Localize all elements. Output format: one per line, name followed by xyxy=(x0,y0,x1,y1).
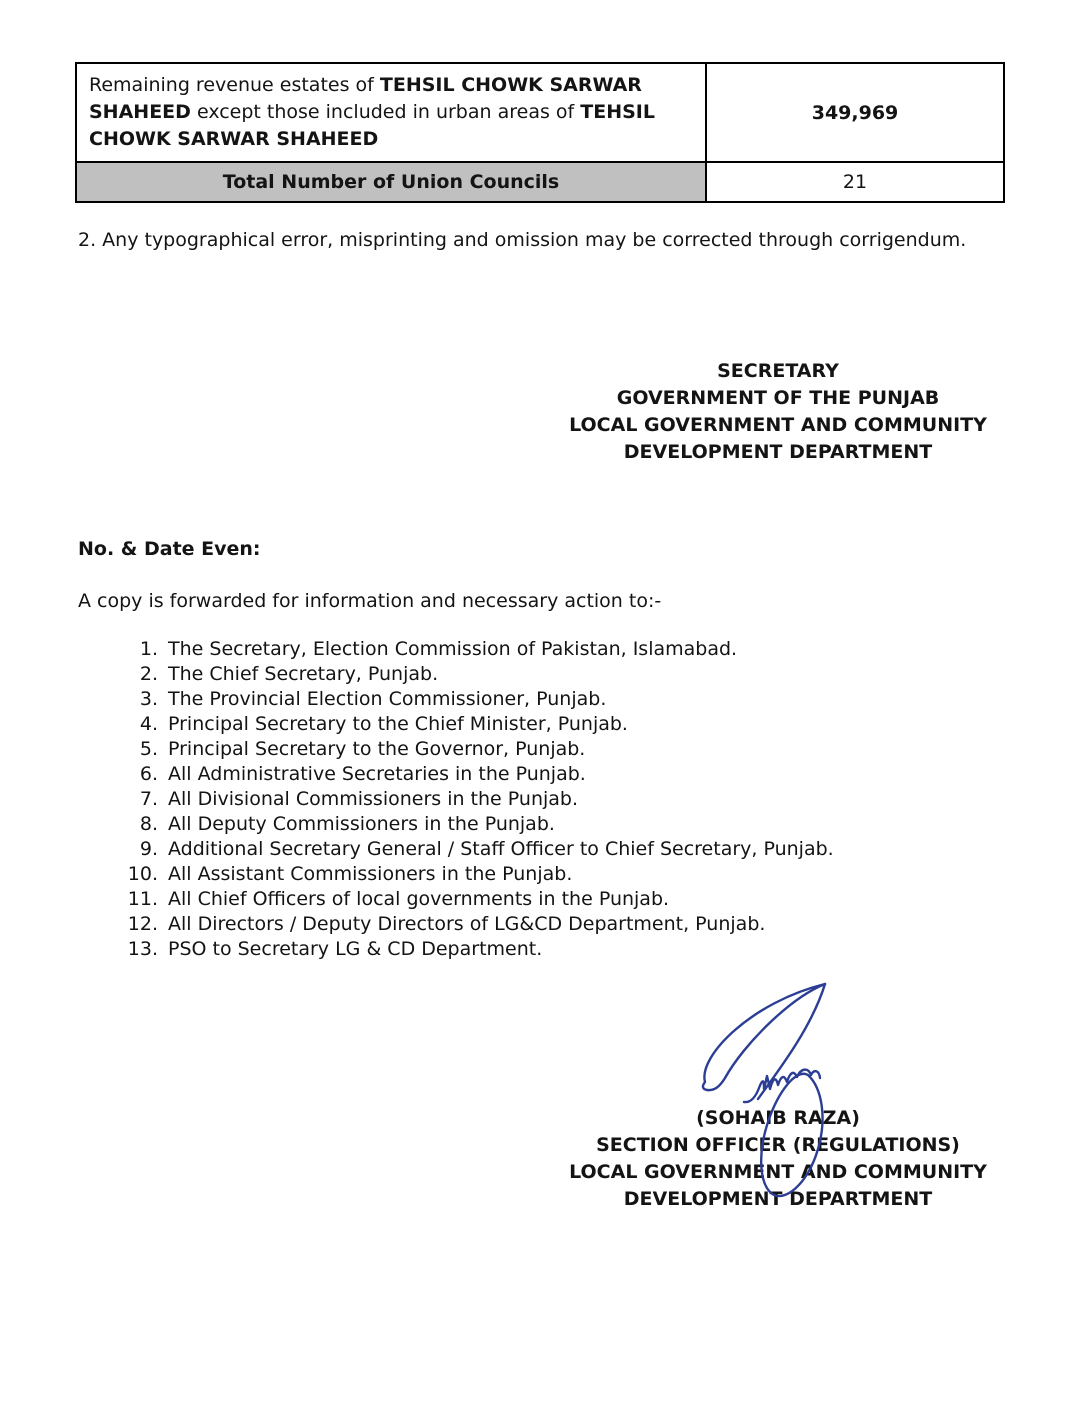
list-item-text: All Divisional Commissioners in the Punjab. xyxy=(168,788,579,810)
list-item xyxy=(78,637,978,662)
list-item-number: 12. xyxy=(127,913,158,935)
list-item xyxy=(78,737,978,762)
reference-number-label: No. & Date Even: xyxy=(78,538,261,560)
signatory-block xyxy=(556,1105,1000,1213)
list-item-text: The Provincial Election Commissioner, Punjab. xyxy=(168,688,607,710)
list-item-number: 1. xyxy=(139,638,158,660)
list-item-text: The Secretary, Election Commission of Pakistan, Islamabad. xyxy=(168,638,738,660)
recipients-list xyxy=(78,637,978,962)
list-item-number: 4. xyxy=(139,713,158,735)
list-item xyxy=(78,787,978,812)
list-item-text: All Chief Officers of local governments in the Punjab. xyxy=(168,888,670,910)
total-union-councils-value-cell: 21 xyxy=(706,162,1004,202)
list-item-number: 13. xyxy=(127,938,158,960)
table-row xyxy=(76,63,1004,162)
issuer-line-government: GOVERNMENT OF THE PUNJAB xyxy=(616,387,940,409)
issuer-line-department-2: DEVELOPMENT DEPARTMENT xyxy=(623,441,933,463)
issuer-line-department-1: LOCAL GOVERNMENT AND COMMUNITY xyxy=(569,414,987,436)
list-item xyxy=(78,687,978,712)
list-item xyxy=(78,812,978,837)
total-union-councils-label-cell: Total Number of Union Councils xyxy=(76,162,706,202)
estates-description-cell: Remaining revenue estates of TEHSIL CHOWK SARWAR SHAHEED except those included in urban areas of TEHSIL CHOWK SARWAR SHAHEED xyxy=(76,63,706,162)
list-item-number: 5. xyxy=(139,738,158,760)
list-item-text: All Administrative Secretaries in the Punjab. xyxy=(168,763,586,785)
list-item xyxy=(78,912,978,937)
list-item-text: Principal Secretary to the Chief Minister, Punjab. xyxy=(168,713,628,735)
list-item-number: 3. xyxy=(139,688,158,710)
list-item-number: 6. xyxy=(139,763,158,785)
union-council-summary-table xyxy=(75,62,1005,203)
signatory-department-2: DEVELOPMENT DEPARTMENT xyxy=(623,1188,933,1210)
list-item-text: All Assistant Commissioners in the Punjab. xyxy=(168,863,573,885)
list-item xyxy=(78,712,978,737)
list-item xyxy=(78,862,978,887)
list-item-number: 7. xyxy=(139,788,158,810)
signatory-name: (SOHAIB RAZA) xyxy=(696,1107,860,1129)
list-item-number: 9. xyxy=(139,838,158,860)
estates-value-cell: 349,969 xyxy=(706,63,1004,162)
signatory-title: SECTION OFFICER (REGULATIONS) xyxy=(596,1134,960,1156)
signatory-department-1: LOCAL GOVERNMENT AND COMMUNITY xyxy=(569,1161,987,1183)
corrigendum-note: 2. Any typographical error, misprinting and omission may be corrected through corrigendum. xyxy=(78,229,967,251)
list-item-number: 8. xyxy=(139,813,158,835)
forwarding-statement: A copy is forwarded for information and necessary action to:- xyxy=(78,590,662,612)
table-row xyxy=(76,162,1004,202)
list-item xyxy=(78,662,978,687)
list-item xyxy=(78,762,978,787)
list-item-text: The Chief Secretary, Punjab. xyxy=(168,663,439,685)
list-item-text: PSO to Secretary LG & CD Department. xyxy=(168,938,543,960)
list-item-number: 11. xyxy=(127,888,158,910)
list-item xyxy=(78,887,978,912)
list-item-text: All Directors / Deputy Directors of LG&CD Department, Punjab. xyxy=(168,913,766,935)
issuer-block xyxy=(556,358,1000,466)
list-item-text: Principal Secretary to the Governor, Punjab. xyxy=(168,738,586,760)
list-item xyxy=(78,837,978,862)
list-item-number: 2. xyxy=(139,663,158,685)
list-item xyxy=(78,937,978,962)
issuer-line-title: SECRETARY xyxy=(717,360,839,382)
list-item-text: Additional Secretary General / Staff Officer to Chief Secretary, Punjab. xyxy=(168,838,834,860)
list-item-number: 10. xyxy=(127,863,158,885)
list-item-text: All Deputy Commissioners in the Punjab. xyxy=(168,813,555,835)
